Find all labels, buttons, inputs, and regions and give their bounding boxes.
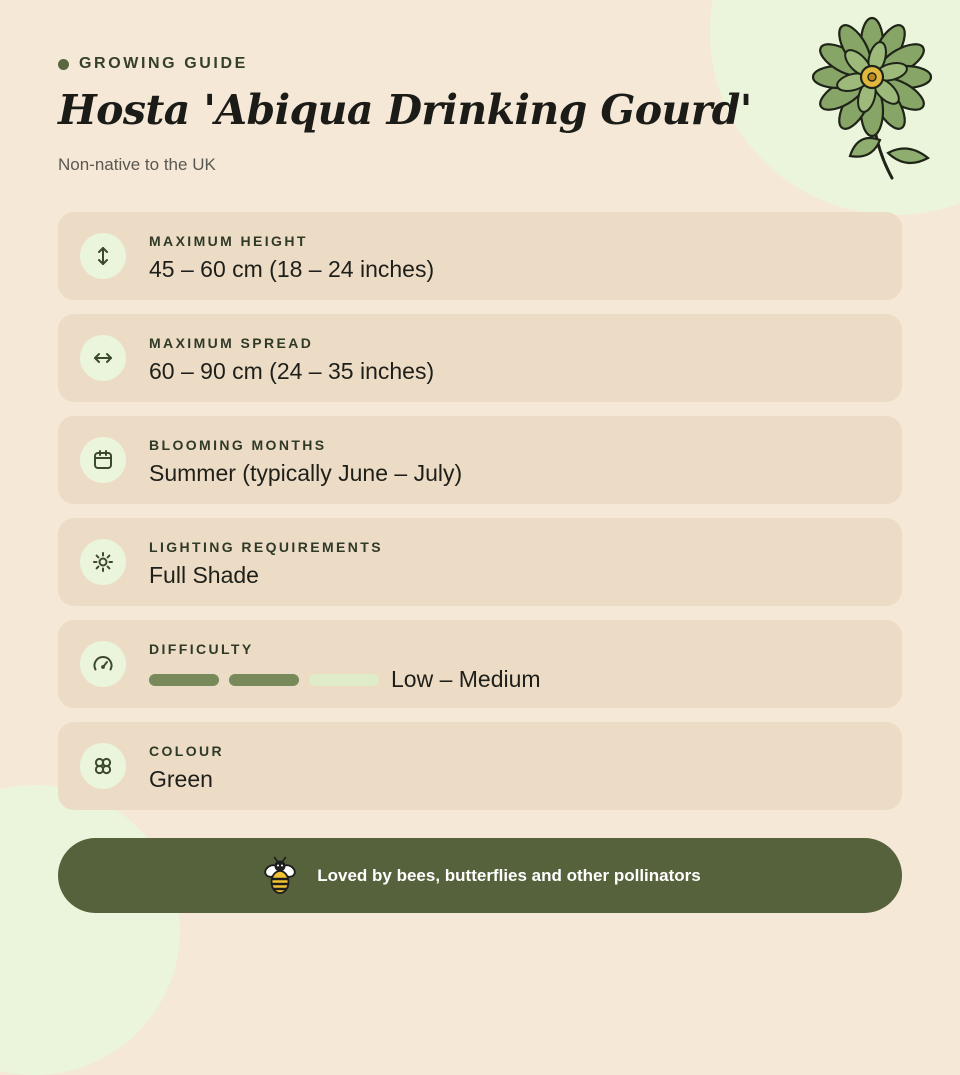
calendar-icon bbox=[80, 437, 126, 483]
card-label: DIFFICULTY bbox=[149, 641, 254, 657]
card-lighting-requirements bbox=[58, 518, 902, 606]
card-label: MAXIMUM SPREAD bbox=[149, 335, 314, 351]
vertical-arrows-icon bbox=[80, 233, 126, 279]
sun-icon bbox=[80, 539, 126, 585]
flower-petals-icon bbox=[80, 743, 126, 789]
card-label: MAXIMUM HEIGHT bbox=[149, 233, 308, 249]
card-value: Full Shade bbox=[149, 562, 259, 588]
card-colour bbox=[58, 722, 902, 810]
card-label: COLOUR bbox=[149, 743, 225, 759]
card-value: Summer (typically June – July) bbox=[149, 460, 463, 486]
difficulty-meter bbox=[149, 666, 541, 693]
card-maximum-height bbox=[58, 212, 902, 300]
card-blooming-months bbox=[58, 416, 902, 504]
difficulty-bar bbox=[309, 674, 379, 686]
card-value: 45 – 60 cm (18 – 24 inches) bbox=[149, 256, 435, 282]
gauge-icon bbox=[80, 641, 126, 687]
horizontal-arrows-icon bbox=[80, 335, 126, 381]
eyebrow-label: GROWING GUIDE bbox=[79, 55, 248, 72]
eyebrow-dot bbox=[58, 59, 69, 70]
card-difficulty bbox=[58, 620, 902, 708]
eyebrow bbox=[58, 55, 248, 73]
card-value: Low – Medium bbox=[391, 666, 541, 692]
card-maximum-spread bbox=[58, 314, 902, 402]
bee-icon bbox=[259, 855, 301, 897]
pollinator-banner bbox=[58, 838, 902, 913]
card-value: Green bbox=[149, 766, 213, 792]
info-cards bbox=[58, 212, 902, 824]
card-label: LIGHTING REQUIREMENTS bbox=[149, 539, 383, 555]
card-label: BLOOMING MONTHS bbox=[149, 437, 327, 453]
flower-illustration bbox=[800, 10, 940, 185]
page-title: Hosta 'Abiqua Drinking Gourd' bbox=[58, 86, 752, 134]
difficulty-bar bbox=[149, 674, 219, 686]
card-value: 60 – 90 cm (24 – 35 inches) bbox=[149, 358, 435, 384]
decorative-blob-bottom bbox=[0, 785, 180, 1075]
banner-text: Loved by bees, butterflies and other pollinators bbox=[317, 865, 701, 885]
page-subtitle: Non-native to the UK bbox=[58, 155, 216, 174]
difficulty-bar bbox=[229, 674, 299, 686]
